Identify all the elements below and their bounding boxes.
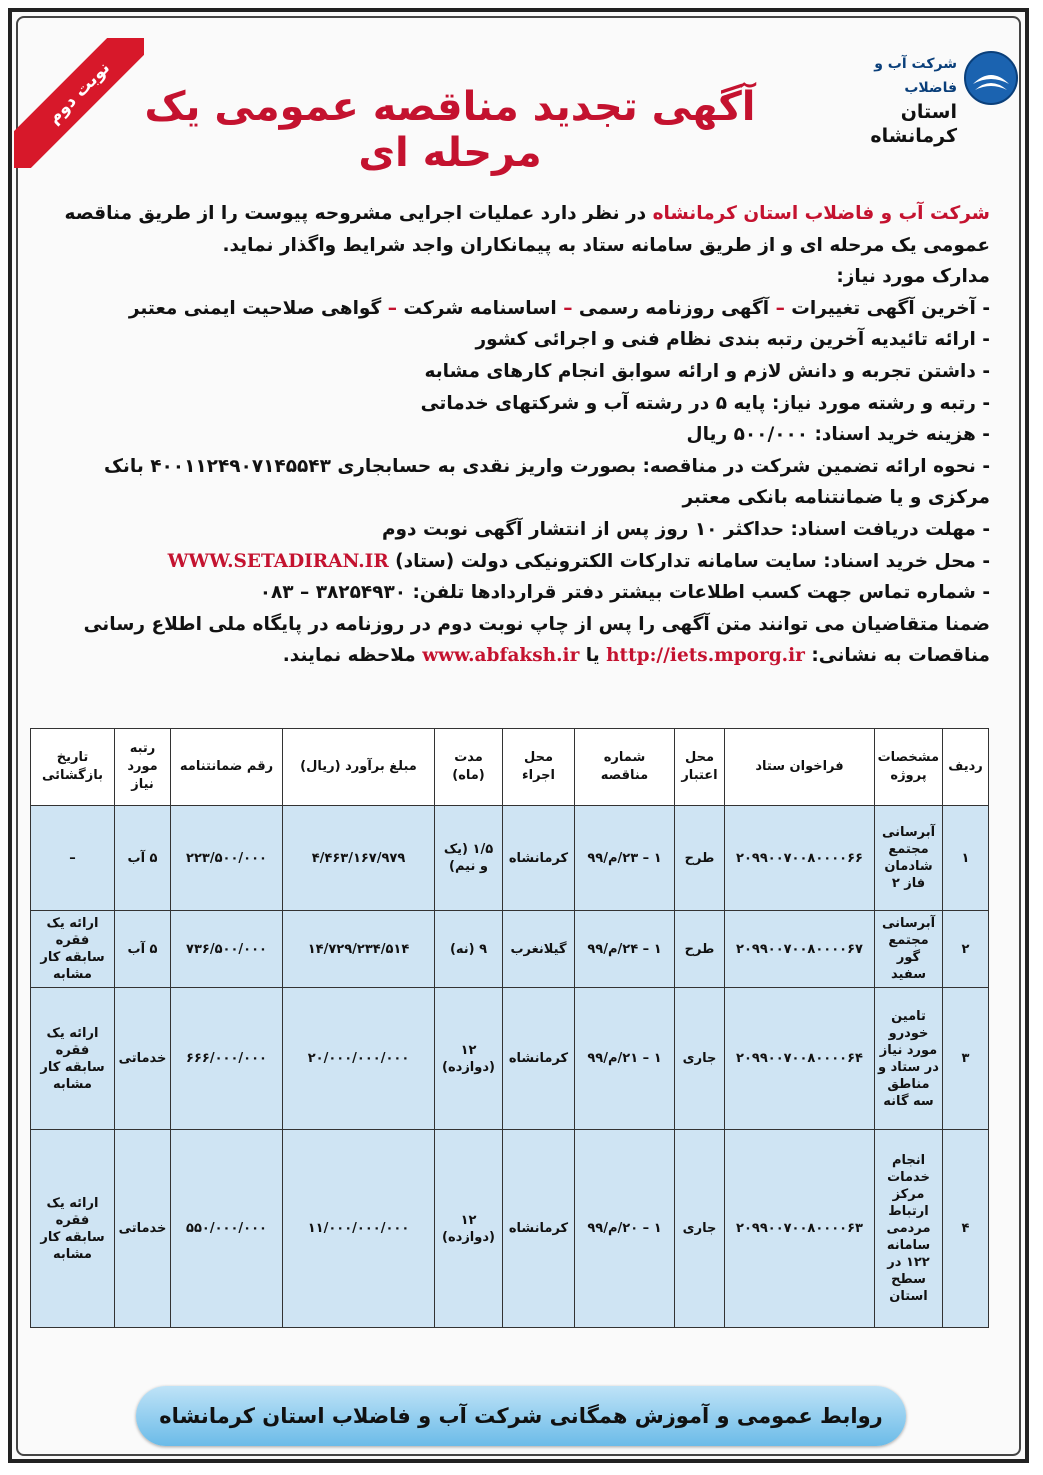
table-cell: ۱ – ۲۰/م/۹۹ bbox=[575, 1130, 675, 1328]
table-cell: خدماتی bbox=[115, 1130, 171, 1328]
docs-line-8 bbox=[40, 546, 990, 578]
tender-table-wrap bbox=[30, 728, 988, 1328]
dash-separator: – bbox=[387, 297, 397, 319]
table-cell: ۴/۴۶۳/۱۶۷/۹۷۹ bbox=[283, 806, 435, 911]
table-cell: ۹ (نه) bbox=[435, 911, 503, 988]
table-cell: ۱۱/۰۰۰/۰۰۰/۰۰۰ bbox=[283, 1130, 435, 1328]
table-cell: آبرسانی مجتمع گور سفید bbox=[875, 911, 943, 988]
docs-line-10 bbox=[40, 609, 990, 672]
table-cell: آبرسانی مجتمع شادمان فاز ۲ bbox=[875, 806, 943, 911]
table-cell: ۵ آب bbox=[115, 806, 171, 911]
intro-text: در نظر دارد عملیات اجرایی مشروحه پیوست را از طریق مناقصه عمومی یک مرحله ای و از طریق سامانه ستاد به پیمانکاران واجد شرایط واگذار نماید. bbox=[64, 203, 990, 256]
header-cell: مبلغ برآورد (ریال) bbox=[283, 729, 435, 806]
header-cell: مشخصات پروژه bbox=[875, 729, 943, 806]
table-cell: – bbox=[31, 806, 115, 911]
table-cell: ۲۰۹۹۰۰۷۰۰۸۰۰۰۰۶۷ bbox=[725, 911, 875, 988]
table-cell: انجام خدمات مرکز ارتباط مردمی سامانه ۱۲۲ در سطح استان bbox=[875, 1130, 943, 1328]
header-cell: شماره مناقصه bbox=[575, 729, 675, 806]
table-cell: ۵۵۰/۰۰۰/۰۰۰ bbox=[171, 1130, 283, 1328]
purchase-location-text: - محل خرید اسناد: سایت سامانه تدارکات الکترونیکی دولت (ستاد) bbox=[388, 550, 990, 572]
table-cell: طرح bbox=[675, 806, 725, 911]
table-cell: ۴ bbox=[943, 1130, 989, 1328]
header-cell: محل اجراء bbox=[503, 729, 575, 806]
header-cell: رقم ضمانتنامه bbox=[171, 729, 283, 806]
notice-end-text: ملاحظه نمایند. bbox=[282, 645, 423, 667]
table-cell: کرمانشاه bbox=[503, 988, 575, 1130]
table-cell: طرح bbox=[675, 911, 725, 988]
doc-item-c: اساسنامه شرکت bbox=[396, 297, 564, 319]
doc-item-b: آگهی روزنامه رسمی bbox=[572, 297, 776, 319]
table-cell: ۶۶۶/۰۰۰/۰۰۰ bbox=[171, 988, 283, 1130]
docs-line-2: - ارائه تائیدیه آخرین رتبه بندی نظام فنی و اجرائی کشور bbox=[475, 329, 990, 351]
table-cell: ۲۰۹۹۰۰۷۰۰۸۰۰۰۰۶۴ bbox=[725, 988, 875, 1130]
tender-table bbox=[30, 728, 989, 1328]
table-cell: ۷۳۶/۵۰۰/۰۰۰ bbox=[171, 911, 283, 988]
dash-separator: – bbox=[775, 297, 785, 319]
table-header-row bbox=[31, 729, 989, 806]
announcement-body bbox=[40, 198, 990, 672]
table-cell: کرمانشاه bbox=[503, 806, 575, 911]
table-row bbox=[31, 911, 989, 988]
table-cell: ۱۴/۷۲۹/۲۳۴/۵۱۴ bbox=[283, 911, 435, 988]
abfaksh-link[interactable]: www.abfaksh.ir bbox=[422, 645, 580, 667]
docs-line-3: - داشتن تجربه و دانش لازم و ارائه سوابق انجام کارهای مشابه bbox=[424, 360, 990, 382]
table-cell: جاری bbox=[675, 988, 725, 1130]
table-cell: ۱ – ۲۳/م/۹۹ bbox=[575, 806, 675, 911]
table-row bbox=[31, 806, 989, 911]
iets-link[interactable]: http://iets.mporg.ir bbox=[606, 645, 805, 667]
header-cell: تاریخ بازگشائی bbox=[31, 729, 115, 806]
table-cell: ۲۲۳/۵۰۰/۰۰۰ bbox=[171, 806, 283, 911]
notice-text: ضمنا متقاضیان می توانند متن آگهی را پس از چاپ نوبت دوم در روزنامه در پایگاه ملی اطلاع رسانی مناقصات به نشانی: bbox=[83, 613, 990, 667]
table-cell: ۱ – ۲۴/م/۹۹ bbox=[575, 911, 675, 988]
table-row bbox=[31, 988, 989, 1130]
table-row bbox=[31, 1130, 989, 1328]
header-cell: مدت (ماه) bbox=[435, 729, 503, 806]
table-cell: جاری bbox=[675, 1130, 725, 1328]
table-cell: خدماتی bbox=[115, 988, 171, 1130]
ribbon-label: نوبت دوم bbox=[14, 38, 144, 168]
table-cell: ۱/۵ (یک و نیم) bbox=[435, 806, 503, 911]
table-cell: ۲۰۹۹۰۰۷۰۰۸۰۰۰۰۶۶ bbox=[725, 806, 875, 911]
page-title: آگهی تجدید مناقصه عمومی یک مرحله ای bbox=[144, 84, 756, 176]
company-name: شرکت آب و فاضلاب استان کرمانشاه bbox=[652, 203, 990, 224]
docs-line-9: - شماره تماس جهت کسب اطلاعات بیشتر دفتر قراردادها تلفن: ۳۸۲۵۴۹۳۰ – ۰۸۳ bbox=[259, 582, 990, 604]
header-cell: محل اعتبار bbox=[675, 729, 725, 806]
footer-banner: روابط عمومی و آموزش همگانی شرکت آب و فاضلاب استان کرمانشاه bbox=[136, 1386, 906, 1446]
header-cell: ردیف bbox=[943, 729, 989, 806]
doc-item-a: - آخرین آگهی تغییرات bbox=[784, 297, 990, 319]
table-cell: ۱۲ (دوازده) bbox=[435, 1130, 503, 1328]
table-cell: ۲ bbox=[943, 911, 989, 988]
logo-company-line: شرکت آب و فاضلاب bbox=[874, 56, 957, 96]
table-cell: ۵ آب bbox=[115, 911, 171, 988]
docs-heading: مدارک مورد نیاز: bbox=[836, 266, 990, 288]
table-cell: ۱۲ (دوازده) bbox=[435, 988, 503, 1130]
dash-separator: – bbox=[563, 297, 573, 319]
setadiran-link[interactable]: WWW.SETADIRAN.IR bbox=[167, 550, 389, 572]
table-cell: ارائه یک فقره سابقه کار مشابه bbox=[31, 988, 115, 1130]
table-cell: ۱ – ۲۱/م/۹۹ bbox=[575, 988, 675, 1130]
doc-item-d: گواهی صلاحیت ایمنی معتبر bbox=[128, 297, 388, 319]
table-cell: ارائه یک فقره سابقه کار مشابه bbox=[31, 911, 115, 988]
docs-line-7: - مهلت دریافت اسناد: حداکثر ۱۰ روز پس از انتشار آگهی نوبت دوم bbox=[381, 518, 990, 540]
docs-line-4: - رتبه و رشته مورد نیاز: پایه ۵ در رشته آب و شرکتهای خدماتی bbox=[420, 392, 990, 414]
table-cell: ۱ bbox=[943, 806, 989, 911]
header-cell: فراخوان ستاد bbox=[725, 729, 875, 806]
table-cell: ۲۰/۰۰۰/۰۰۰/۰۰۰ bbox=[283, 988, 435, 1130]
table-cell: ۳ bbox=[943, 988, 989, 1130]
table-cell: ارائه یک فقره سابقه کار مشابه bbox=[31, 1130, 115, 1328]
water-drop-logo-icon bbox=[963, 50, 1019, 106]
header-cell: رتبه مورد نیاز bbox=[115, 729, 171, 806]
intro-paragraph bbox=[40, 198, 990, 261]
docs-line-6: - نحوه ارائه تضمین شرکت در مناقصه: بصورت واریز نقدی به حسابجاری ۴۰۰۱۱۲۴۹۰۷۱۴۵۵۴۳ بانک مرکزی و یا ضمانتنامه بانکی معتبر bbox=[103, 455, 990, 509]
table-cell: گیلانغرب bbox=[503, 911, 575, 988]
table-cell: ۲۰۹۹۰۰۷۰۰۸۰۰۰۰۶۳ bbox=[725, 1130, 875, 1328]
docs-line-5: - هزینه خرید اسناد: ۵۰۰/۰۰۰ ریال bbox=[686, 424, 990, 446]
table-cell: تامین خودرو مورد نیاز در ستاد و مناطق سه گانه bbox=[875, 988, 943, 1130]
table-cell: کرمانشاه bbox=[503, 1130, 575, 1328]
docs-line-1 bbox=[40, 293, 990, 325]
company-logo bbox=[844, 40, 1019, 147]
logo-province-line: استان کرمانشاه bbox=[870, 101, 957, 147]
or-text: یا bbox=[579, 645, 607, 667]
